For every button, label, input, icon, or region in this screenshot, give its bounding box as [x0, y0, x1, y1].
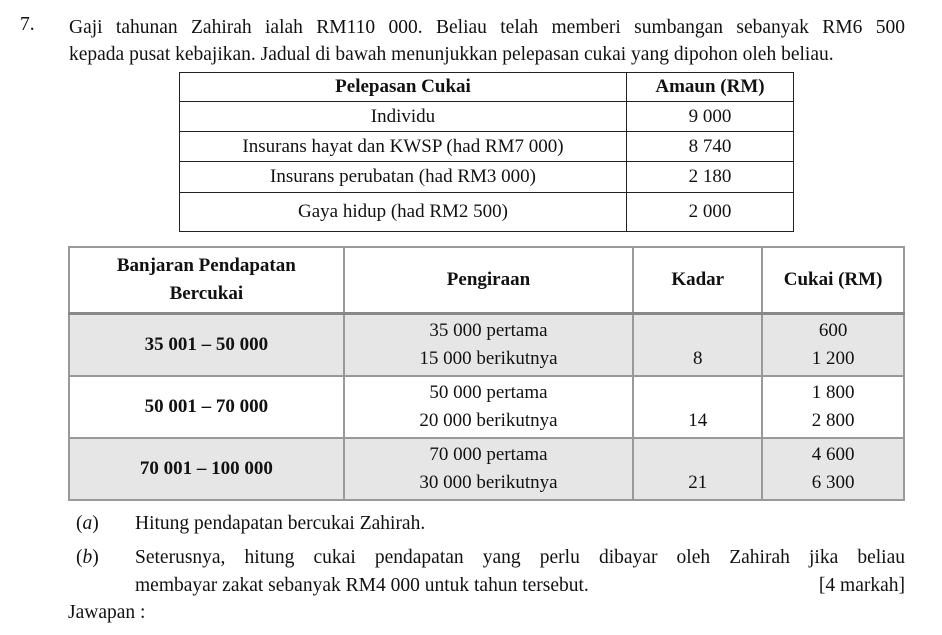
part-b-line-2: [135, 572, 905, 600]
relief-item: Individu: [180, 102, 627, 132]
relief-row: [180, 132, 794, 162]
tax-band-tax: 1 800 2 800: [762, 376, 904, 438]
tax-band-tax: 4 600 6 300: [762, 438, 904, 500]
part-b-label: (b): [76, 547, 99, 568]
relief-header-item: Pelepasan Cukai: [180, 73, 627, 102]
tax-band-rate: 8: [633, 314, 762, 377]
relief-amount: 2 000: [627, 193, 794, 232]
question-number: 7.: [20, 14, 35, 35]
relief-amount: 2 180: [627, 162, 794, 193]
tax-band-range: 50 001 – 70 000: [69, 376, 344, 438]
tax-band-calc: 50 000 pertama 20 000 berikutnya: [344, 376, 634, 438]
tax-band-row: [69, 314, 904, 377]
relief-item: Insurans perubatan (had RM3 000): [180, 162, 627, 193]
tax-band-row: [69, 438, 904, 500]
tax-header-calc: Pengiraan: [344, 247, 634, 314]
part-b-marks: [4 markah]: [818, 575, 905, 596]
part-a-text: Hitung pendapatan bercukai Zahirah.: [135, 513, 426, 534]
tax-band-rate: 21: [633, 438, 762, 500]
relief-row: [180, 193, 794, 232]
part-b-line-1: Seterusnya, hitung cukai pendapatan yang perlu dibayar oleh Zahirah jika beliau: [135, 547, 905, 568]
relief-row: [180, 162, 794, 193]
part-b-text: [135, 544, 905, 600]
part-a-label: (a): [76, 513, 99, 534]
tax-header-tax: Cukai (RM): [762, 247, 904, 314]
tax-band-range: 35 001 – 50 000: [69, 314, 344, 377]
relief-header-amount: Amaun (RM): [627, 73, 794, 102]
answer-label: Jawapan :: [68, 602, 146, 623]
relief-header-row: [180, 73, 794, 102]
tax-band-row: [69, 376, 904, 438]
relief-item: Insurans hayat dan KWSP (had RM7 000): [180, 132, 627, 162]
tax-header-rate: Kadar: [633, 247, 762, 314]
relief-amount: 9 000: [627, 102, 794, 132]
relief-amount: 8 740: [627, 132, 794, 162]
tax-rate-table: [68, 246, 905, 501]
tax-band-range: 70 001 – 100 000: [69, 438, 344, 500]
tax-relief-table: [179, 72, 794, 232]
tax-header-row: [69, 247, 904, 314]
relief-row: [180, 102, 794, 132]
tax-band-calc: 70 000 pertama 30 000 berikutnya: [344, 438, 634, 500]
question-stem: [69, 14, 905, 68]
tax-band-tax: 600 1 200: [762, 314, 904, 377]
part-b-line-2-text: membayar zakat sebanyak RM4 000 untuk tahun tersebut.: [135, 575, 589, 596]
tax-header-range: Banjaran Pendapatan Bercukai: [69, 247, 344, 314]
relief-item: Gaya hidup (had RM2 500): [180, 193, 627, 232]
tax-band-calc: 35 000 pertama 15 000 berikutnya: [344, 314, 634, 377]
tax-band-rate: 14: [633, 376, 762, 438]
question-stem-line-2: kepada pusat kebajikan. Jadual di bawah menunjukkan pelepasan cukai yang dipohon oleh beliau.: [69, 44, 834, 65]
question-stem-line-1: Gaji tahunan Zahirah ialah RM110 000. Beliau telah memberi sumbangan sebanyak RM6 500: [69, 17, 905, 38]
